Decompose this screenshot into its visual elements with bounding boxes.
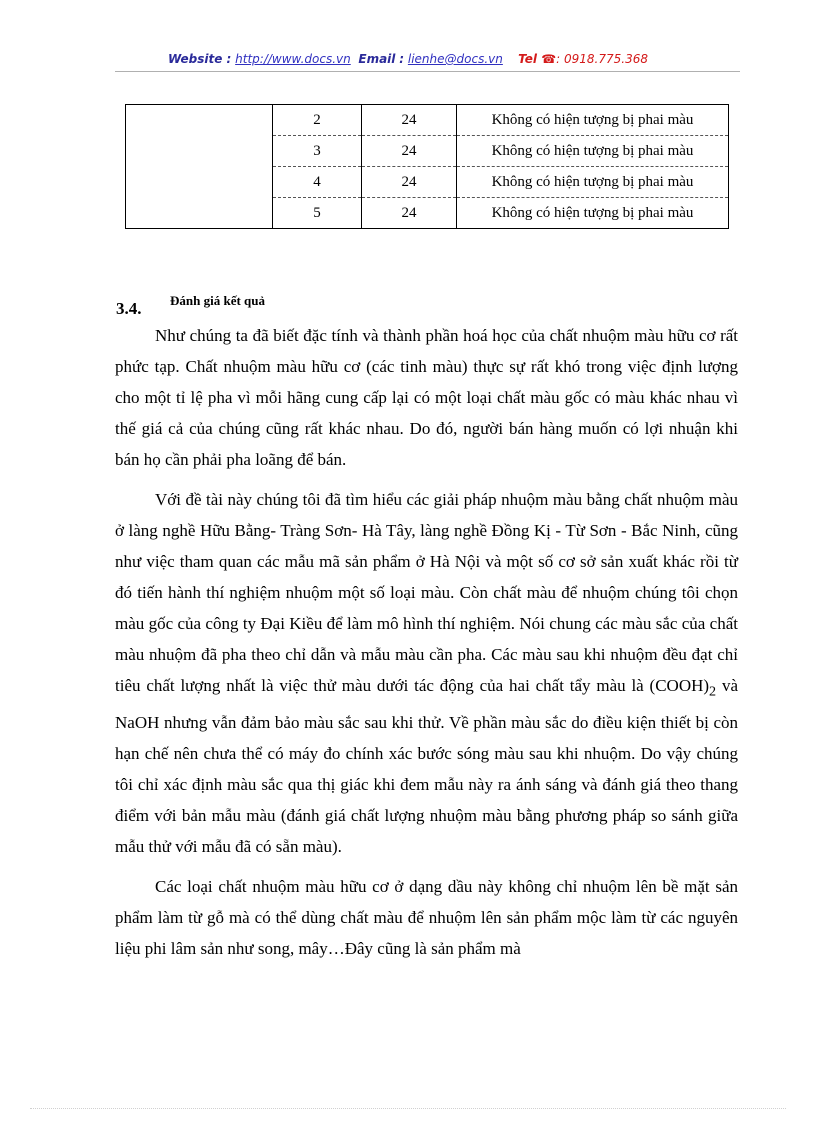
website-label: Website : <box>168 52 232 66</box>
result-cell: Không có hiện tượng bị phai màu <box>457 136 729 167</box>
sample-number-cell: 3 <box>273 136 362 167</box>
tel-label: Tel ☎ <box>518 52 557 66</box>
body-text <box>115 320 738 964</box>
paragraph-3: Các loại chất nhuộm màu hữu cơ ở dạng dầu này không chỉ nhuộm lên bề mặt sản phẩm làm từ gỗ mà có thể dùng chất màu để nhuộm lên sản phẩm mộc làm từ các nguyên liệu phi lâm sản như song, mây…Đây cũng là sản phẩm mà <box>115 877 738 959</box>
result-cell: Không có hiện tượng bị phai màu <box>457 105 729 136</box>
table-row <box>126 105 729 136</box>
email-link[interactable]: lienhe@docs.vn <box>407 52 503 66</box>
value-cell: 24 <box>362 105 457 136</box>
result-cell: Không có hiện tượng bị phai màu <box>457 167 729 198</box>
section-number: 3.4. <box>116 299 142 318</box>
section-title: Đánh giá kết quả <box>170 293 265 308</box>
sample-number-cell: 2 <box>273 105 362 136</box>
paragraph-2-part-a: Với đề tài này chúng tôi đã tìm hiểu các giải pháp nhuộm màu bằng chất nhuộm màu ở làng nghề Hữu Bằng- Tràng Sơn- Hà Tây, làng nghề Đồng Kị - Từ Sơn - Bắc Ninh, cũng như việc tham quan các mẫu mã sản phẩm ở Hà Nội và một số cơ sở sản xuất khác rồi từ đó tiến hành thí nghiệm nhuộm một số loại màu. Còn chất màu để nhuộm chúng tôi chọn màu gốc của công ty Đại Kiều để làm mô hình thí nghiệm. Nói chung các màu sắc của chất màu nhuộm đã pha theo chỉ dẫn và mẫu màu cần pha. Các màu sau khi nhuộm đều đạt chỉ tiêu chất lượng nhất là việc thử màu dưới tác động của hai chất tẩy màu là (COOH) <box>115 490 738 695</box>
email-separator: : <box>399 52 405 66</box>
paragraph-2-part-b: và NaOH nhưng vẫn đảm bảo màu sắc sau khi thử. Về phần màu sắc do điều kiện thiết bị còn hạn chế nên chưa thể có máy đo chính xác bước sóng màu sau khi nhuộm. Do vậy chúng tôi chỉ xác định màu sắc qua thị giác khi đem mẫu này ra ánh sáng và đánh giá theo thang điểm với bản mẫu màu (đánh giá chất lượng nhuộm màu bằng phương pháp so sánh giữa mẫu thử với mẫu đã có sẵn màu). <box>115 676 738 857</box>
subscript-2: 2 <box>709 683 717 700</box>
merged-blank-cell <box>126 105 273 229</box>
tel-number: : 0918.775.368 <box>556 52 648 66</box>
paragraph-1: Như chúng ta đã biết đặc tính và thành phần hoá học của chất nhuộm màu hữu cơ rất phức tạp. Chất nhuộm màu hữu cơ (các tinh màu) thực sự rất khó trong việc định lượng cho một tỉ lệ pha vì mỗi hãng cung cấp lại có một loại chất màu gốc có màu khác nhau vì thế giá cả của chúng cũng rất khác nhau. Do đó, người bán hàng muốn có lợi nhuận khi bán họ cần phải pha loãng để bán. <box>115 326 738 469</box>
result-cell: Không có hiện tượng bị phai màu <box>457 198 729 229</box>
sample-number-cell: 5 <box>273 198 362 229</box>
website-link[interactable]: http://www.docs.vn <box>235 52 351 66</box>
value-cell: 24 <box>362 136 457 167</box>
email-label: Email <box>358 52 396 66</box>
value-cell: 24 <box>362 198 457 229</box>
footer-divider <box>30 1108 786 1109</box>
results-table <box>125 104 729 229</box>
value-cell: 24 <box>362 167 457 198</box>
sample-number-cell: 4 <box>273 167 362 198</box>
paragraph-2 <box>115 484 738 862</box>
header-divider <box>115 71 740 72</box>
page-header <box>0 52 816 66</box>
